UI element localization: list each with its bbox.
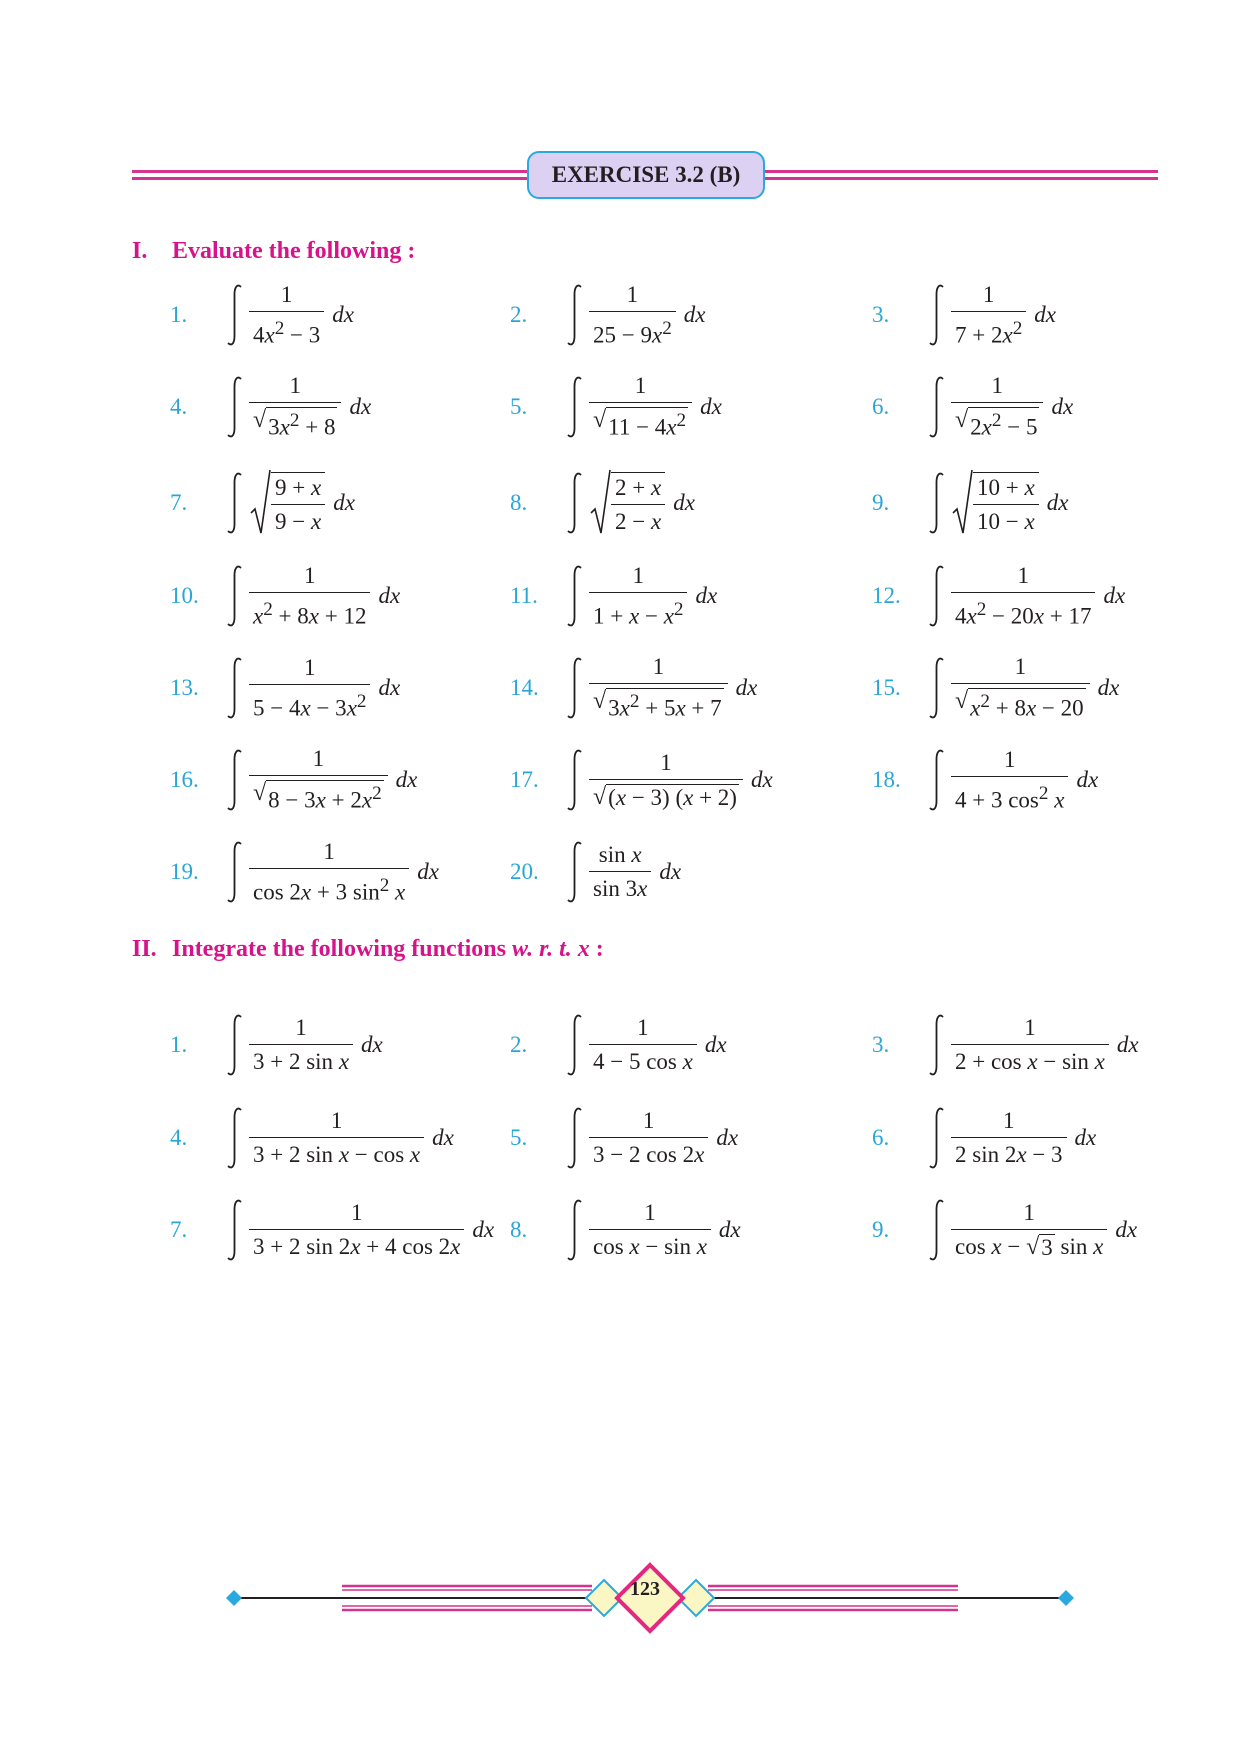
integral-sign-icon: [565, 839, 585, 905]
problem-number: 5.: [510, 1125, 528, 1150]
problem-number: 1.: [170, 1032, 188, 1057]
problem-number: 7.: [170, 1217, 188, 1242]
math-expression: $\frac{1}{\text{3 + 2 sin x}}$ dx: [225, 1000, 383, 1090]
problem-number: 8.: [510, 1217, 528, 1242]
problem-number: 17.: [510, 767, 539, 792]
header-rule-right-bottom: [765, 177, 1158, 180]
section-1-heading: [132, 238, 415, 265]
math-expression: 1 √ (x − 3) (x + 2) dx: [565, 735, 773, 825]
math-expression: 1 cos x − √ 3 sin x dx: [927, 1185, 1137, 1275]
math-expression: $\frac{1}{5 - 4x - 3x^2}$ dx: [225, 643, 400, 733]
math-expression: $\frac{\text{sin x}}{\sin 3x}$ dx: [565, 827, 681, 917]
radical-sign-icon: [249, 469, 271, 537]
integral-sign-icon: [225, 1105, 245, 1171]
integral-sign-icon: [927, 655, 947, 721]
math-expression: 1 √ $3x^2 + 5x + 7$ dx: [565, 643, 757, 733]
integral-sign-icon: [565, 374, 585, 440]
integral-sign-icon: [927, 1012, 947, 1078]
problem-number: 18.: [872, 767, 901, 792]
integral-sign-icon: [927, 470, 947, 536]
math-expression: $\frac{1}{4x^2 - 20x + 17}$ dx: [927, 551, 1125, 641]
integral-sign-icon: [927, 1105, 947, 1171]
header-rule-left-bottom: [132, 177, 527, 180]
problem-number: 3.: [872, 302, 890, 327]
math-expression: $\frac{1}{4 + 3 \cos^2 x}$ dx: [927, 735, 1098, 825]
exercise-title: EXERCISE 3.2 (B): [527, 151, 765, 199]
problem-number: 8.: [510, 490, 528, 515]
section-2-colon: :: [589, 936, 604, 962]
problem-number: 6.: [872, 394, 890, 419]
problem-number: 12.: [872, 583, 901, 608]
math-expression: 1 √ $x^2 + 8x - 20$ dx: [927, 643, 1119, 733]
problem-number: 4.: [170, 394, 188, 419]
problem-number: 9.: [872, 490, 890, 515]
integral-sign-icon: [927, 1197, 947, 1263]
math-expression: 1 √ $2x^2 - 5$ dx: [927, 362, 1073, 452]
problem-number: 10.: [170, 583, 199, 608]
integral-sign-icon: [565, 1012, 585, 1078]
integral-sign-icon: [225, 374, 245, 440]
integral-sign-icon: [565, 655, 585, 721]
integral-sign-icon: [225, 282, 245, 348]
math-expression: 1 √ $3x^2 + 8$ dx: [225, 362, 371, 452]
math-expression: $\frac{1}{25 - 9x^2}$ dx: [565, 270, 706, 360]
page-number: 123: [630, 1578, 660, 1600]
problem-number: 11.: [510, 583, 538, 608]
problem-number: 9.: [872, 1217, 890, 1242]
integral-sign-icon: [927, 747, 947, 813]
problem-number: 13.: [170, 675, 199, 700]
problem-number: 6.: [872, 1125, 890, 1150]
math-expression: 1 √ $11 - 4x^2$ dx: [565, 362, 722, 452]
integral-sign-icon: [927, 563, 947, 629]
integral-sign-icon: [565, 747, 585, 813]
section-1-roman: I.: [132, 238, 148, 264]
problem-number: 1.: [170, 302, 188, 327]
problem-number: 3.: [872, 1032, 890, 1057]
math-expression: $\frac{1}{1 + x - x^2}$ dx: [565, 551, 717, 641]
integral-sign-icon: [927, 374, 947, 440]
math-expression: $\frac{1}{\text{2 + cos x − sin x}}$ dx: [927, 1000, 1139, 1090]
math-expression: $\frac{1}{\text{cos x − sin x}}$ dx: [565, 1185, 741, 1275]
math-expression: $\frac{1}{7 + 2x^2}$ dx: [927, 270, 1056, 360]
problem-number: 16.: [170, 767, 199, 792]
header-rule-left-top: [132, 170, 527, 173]
math-expression: $\frac{10 + x}{10 - x}$ dx: [927, 458, 1068, 548]
integral-sign-icon: [927, 282, 947, 348]
integral-sign-icon: [225, 747, 245, 813]
math-expression: $\frac{1}{x^2 + 8x + 12}$ dx: [225, 551, 400, 641]
section-2-title: Integrate the following functions: [172, 936, 512, 962]
math-expression: $\frac{9 + x}{9 - x}$ dx: [225, 458, 355, 548]
section-2-wrt: w. r. t. x: [511, 936, 590, 962]
problem-number: 2.: [510, 302, 528, 327]
integral-sign-icon: [225, 839, 245, 905]
integral-sign-icon: [565, 282, 585, 348]
math-expression: $\frac{1}{\text{4 − 5 cos x}}$ dx: [565, 1000, 727, 1090]
math-expression: $\frac{2 + x}{2 - x}$ dx: [565, 458, 695, 548]
problem-number: 19.: [170, 859, 199, 884]
problem-number: 14.: [510, 675, 539, 700]
header-rule-right-top: [765, 170, 1158, 173]
radical-sign-icon: [589, 469, 611, 537]
integral-sign-icon: [565, 1105, 585, 1171]
radical-sign-icon: [951, 469, 973, 537]
integral-sign-icon: [225, 1197, 245, 1263]
problem-number: 7.: [170, 490, 188, 515]
integral-sign-icon: [565, 470, 585, 536]
problem-number: 5.: [510, 394, 528, 419]
math-expression: $\frac{1}{3 - 2 \cos 2x}$ dx: [565, 1093, 738, 1183]
problem-number: 15.: [872, 675, 901, 700]
integral-sign-icon: [565, 1197, 585, 1263]
integral-sign-icon: [225, 470, 245, 536]
integral-sign-icon: [225, 563, 245, 629]
math-expression: $\frac{1}{\cos 2x + 3 \sin^2 x}$ dx: [225, 827, 439, 917]
section-2-heading: [132, 936, 604, 963]
math-expression: $\frac{1}{\text{3 + 2 sin x − cos x}}$ dx: [225, 1093, 454, 1183]
math-expression: $\frac{1}{3 + 2 \sin 2x + 4 \cos 2x}$ dx: [225, 1185, 494, 1275]
integral-sign-icon: [565, 563, 585, 629]
section-2-roman: II.: [132, 936, 157, 962]
problem-number: 4.: [170, 1125, 188, 1150]
problem-number: 20.: [510, 859, 539, 884]
integral-sign-icon: [225, 1012, 245, 1078]
problem-number: 2.: [510, 1032, 528, 1057]
section-1-title: Evaluate the following :: [172, 238, 416, 264]
math-expression: $\frac{1}{4x^2 - 3}$ dx: [225, 270, 354, 360]
integral-sign-icon: [225, 655, 245, 721]
math-expression: 1 √ $8 - 3x + 2x^2$ dx: [225, 735, 417, 825]
math-expression: $\frac{1}{2 \sin 2x - 3}$ dx: [927, 1093, 1096, 1183]
